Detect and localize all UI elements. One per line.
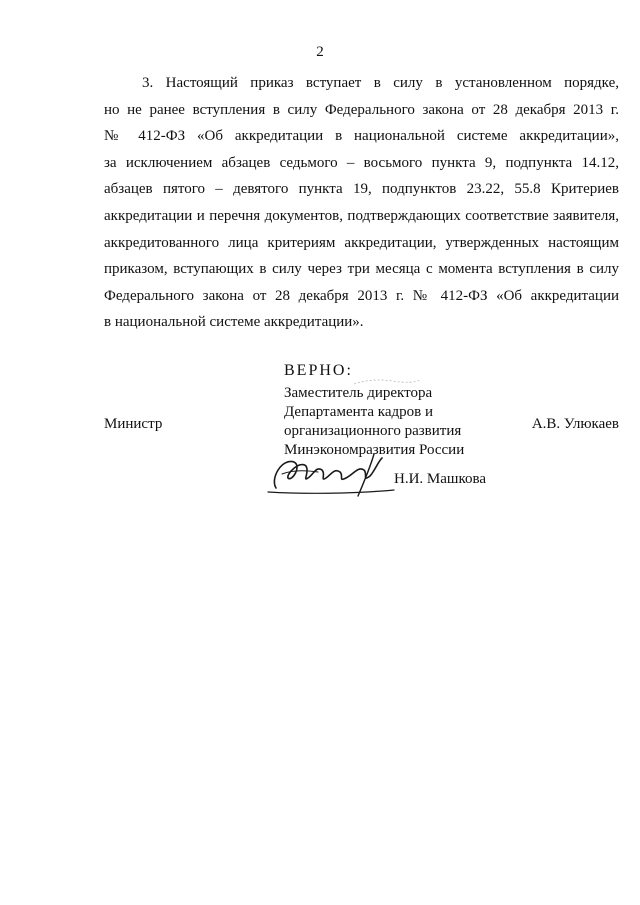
certification-line: Департамента кадров и [284, 404, 433, 420]
minister-title: Министр [104, 416, 163, 432]
certification-line: Минэкономразвития России [284, 442, 465, 458]
paragraph-line: Федерального закона от 28 декабря 2013 г. № 412-ФЗ «Об аккредитации [104, 287, 619, 304]
paragraph-line: но не ранее вступления в силу Федерального закона от 28 декабря 2013 г. [104, 101, 619, 118]
paragraph-line: аккредитованного лица критериям аккредитации, утвержденных настоящим [104, 234, 619, 251]
paragraph-line: 3. Настоящий приказ вступает в силу в установленном порядке, [142, 75, 619, 91]
paragraph-line: за исключением абзацев седьмого – восьмого пункта 9, подпункта 14.12, [104, 154, 619, 171]
minister-name: А.В. Улюкаев [531, 416, 619, 432]
paragraph-3 [104, 70, 619, 336]
signer-name: Н.И. Машкова [394, 471, 487, 487]
paragraph-line: в национальной системе аккредитации». [104, 314, 364, 331]
certification-verno: ВЕРНО: [284, 362, 353, 379]
paragraph-line: абзацев пятого – девятого пункта 19, подпунктов 23.22, 55.8 Критериев [104, 181, 619, 198]
page-number: 2 [316, 44, 324, 60]
paragraph-line: приказом, вступающих в силу через три месяца с момента вступления в силу [104, 261, 619, 278]
paragraph-line: № 412-ФЗ «Об аккредитации в национальной системе аккредитации», [104, 128, 619, 145]
handwritten-signature [262, 448, 402, 500]
certification-line: организационного развития [284, 423, 462, 439]
paragraph-line: аккредитации и перечня документов, подтверждающих соответствие заявителя, [104, 207, 619, 224]
certification-line: Заместитель директора [284, 385, 433, 401]
